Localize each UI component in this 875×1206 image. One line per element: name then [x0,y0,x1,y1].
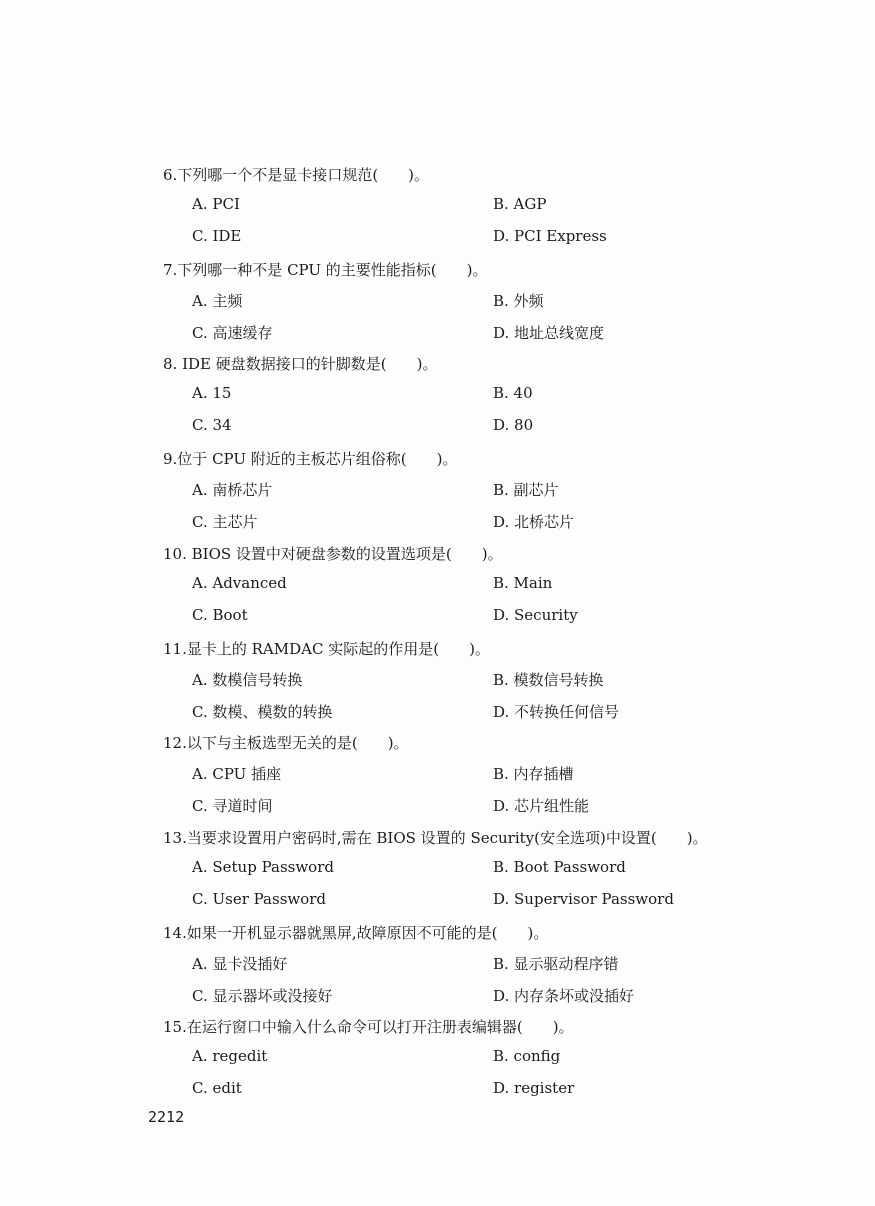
option-d: D. 不转换任何信号 [493,702,620,721]
option-a: A. 显卡没插好 [192,954,288,973]
question-stem: 6.下列哪一个不是显卡接口规范( )。 [163,166,430,184]
option-b: B. AGP [493,195,547,213]
option-c: C. 显示器坏或没接好 [192,986,333,1005]
option-c: C. 高速缓存 [192,323,273,342]
option-b: B. 内存插槽 [493,765,574,784]
option-b: B. config [493,1047,561,1066]
option-b: B. 显示驱动程序错 [493,954,619,973]
option-c: C. User Password [192,889,327,908]
option-c: C. edit [192,1079,242,1098]
option-b: B. Boot Password [493,857,626,876]
option-d: D. Supervisor Password [493,889,674,908]
question-stem: 7.下列哪一种不是 CPU 的主要性能指标( )。 [163,260,488,279]
option-a: A. PCI [192,195,240,213]
question-stem: 8. IDE 硬盘数据接口的针脚数是( )。 [163,355,438,374]
option-c: C. 主芯片 [192,513,258,532]
option-b: B. Main [493,573,553,592]
option-d: D. 北桥芯片 [493,513,575,532]
option-b: B. 副芯片 [493,481,559,500]
question-stem: 11.显卡上的 RAMDAC 实际起的作用是( )。 [163,639,490,658]
option-b: B. 模数信号转换 [493,670,604,689]
option-c: C. IDE [192,227,242,245]
question-stem: 13.当要求设置用户密码时,需在 BIOS 设置的 Security(安全选项)中设置( )。 [163,828,708,847]
option-d: D. 地址总线宽度 [493,323,605,342]
option-a: A. CPU 插座 [192,765,282,784]
option-d: D. 80 [493,416,534,435]
option-c: C. 寻道时间 [192,797,273,816]
option-d: D. register [493,1079,575,1098]
option-a: A. Advanced [192,573,287,592]
question-stem: 10. BIOS 设置中对硬盘参数的设置选项是( )。 [163,544,503,563]
option-a: A. 15 [192,384,232,403]
option-c: C. 数模、模数的转换 [192,702,333,721]
question-stem: 12.以下与主板选型无关的是( )。 [163,734,409,753]
option-d: D. Security [493,605,578,624]
option-a: A. Setup Password [192,857,334,876]
option-d: D. 内存条坏或没插好 [493,986,635,1005]
option-a: A. 数模信号转换 [192,670,303,689]
option-b: B. 外频 [493,291,544,310]
question-stem: 15.在运行窗口中输入什么命令可以打开注册表编辑器( )。 [163,1018,574,1037]
question-stem: 9.位于 CPU 附近的主板芯片组俗称( )。 [163,450,458,469]
option-c: C. 34 [192,416,232,435]
option-c: C. Boot [192,605,248,624]
option-a: A. regedit [192,1047,268,1066]
option-a: A. 南桥芯片 [192,481,273,500]
question-stem: 14.如果一开机显示器就黑屏,故障原因不可能的是( )。 [163,923,549,942]
option-d: D. 芯片组性能 [493,797,590,816]
option-b: B. 40 [493,384,533,403]
page-number: 2212 [148,1108,185,1126]
option-d: D. PCI Express [493,227,607,245]
option-a: A. 主频 [192,291,243,310]
